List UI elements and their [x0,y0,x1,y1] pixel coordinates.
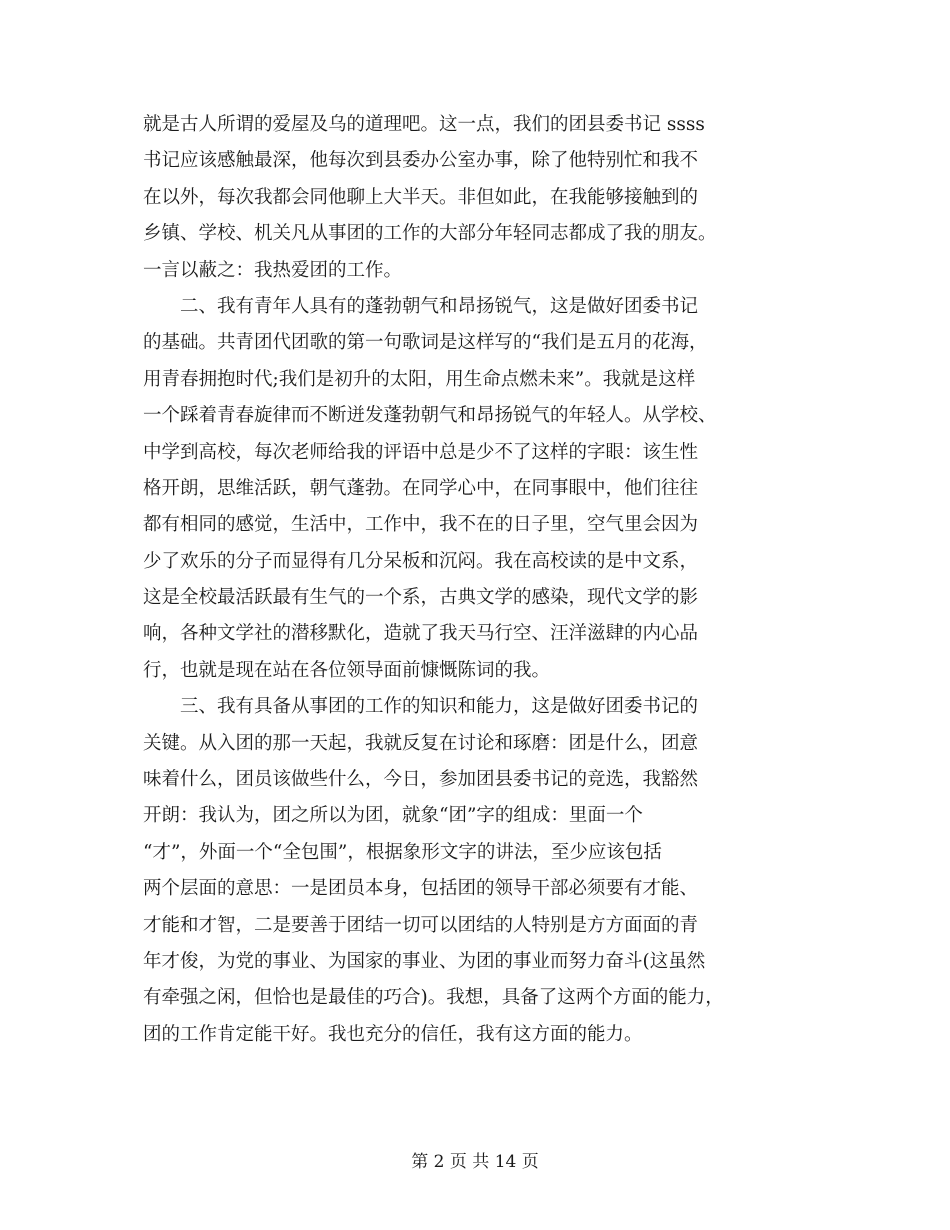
text-line: 这是全校最活跃最有生气的一个系，古典文学的感染，现代文学的影 [143,587,699,609]
text-line: 少了欢乐的分子而显得有几分呆板和沉闷。我在高校读的是中文系， [143,550,699,572]
text-line: 才能和才智，二是要善于团结一切可以团结的人特别是方方面面的青 [143,914,699,936]
text-line: 两个层面的意思：一是团员本身，包括团的领导干部必须要有才能、 [143,878,699,900]
text-line: 开朗：我认为，团之所以为团，就象“团”字的组成：里面一个 [143,805,643,827]
text-line: 二、我有青年人具有的蓬勃朝气和昂扬锐气，这是做好团委书记 [143,295,699,317]
text-line: 书记应该感触最深，他每次到县委办公室办事，除了他特别忙和我不 [143,150,699,172]
text-line: 一言以蔽之：我热爱团的工作。 [143,259,403,281]
text-line: 关键。从入团的那一天起，我就反复在讨论和琢磨：团是什么，团意 [143,732,699,754]
text-line: 中学到高校，每次老师给我的评语中总是少不了这样的字眼：该生性 [143,441,699,463]
text-line: 响，各种文学社的潜移默化，造就了我天马行空、汪洋滋肆的内心品 [143,623,699,645]
text-line: 年才俊，为党的事业、为国家的事业、为团的事业而努力奋斗(这虽然 [143,950,706,972]
text-line: 乡镇、学校、机关凡从事团的工作的大部分年轻同志都成了我的朋友。 [143,223,717,245]
text-line: 三、我有具备从事团的工作的知识和能力，这是做好团委书记的 [143,696,699,718]
text-line: 一个踩着青春旋律而不断迸发蓬勃朝气和昂扬锐气的年轻人。从学校、 [143,405,717,427]
document-body [143,107,813,1053]
text-line: “才”，外面一个“全包围”，根据象形文字的讲法，至少应该包括 [143,841,662,863]
text-line: 团的工作肯定能干好。我也充分的信任，我有这方面的能力。 [143,1023,643,1045]
page-number-footer: 第 2 页 共 14 页 [411,1152,539,1172]
text-line: 行，也就是现在站在各位领导面前慷慨陈词的我。 [143,659,551,681]
text-line: 用青春拥抱时代;我们是初升的太阳，用生命点燃未来”。我就是这样 [143,368,696,390]
text-line: 格开朗，思维活跃，朝气蓬勃。在同学心中，在同事眼中，他们往往 [143,477,699,499]
text-line: 味着什么，团员该做些什么，今日，参加团县委书记的竞选，我豁然 [143,769,699,791]
text-line: 就是古人所谓的爱屋及乌的道理吧。这一点，我们的团县委书记 ssss [143,114,705,135]
text-line: 有牵强之闲，但恰也是最佳的巧合)。我想，具备了这两个方面的能力， [143,987,724,1009]
text-line: 都有相同的感觉，生活中，工作中，我不在的日子里，空气里会因为 [143,514,699,536]
text-line: 在以外，每次我都会同他聊上大半天。非但如此，在我能够接触到的 [143,186,699,208]
text-line: 的基础。共青团代团歌的第一句歌词是这样写的“我们是五月的花海， [143,332,708,354]
